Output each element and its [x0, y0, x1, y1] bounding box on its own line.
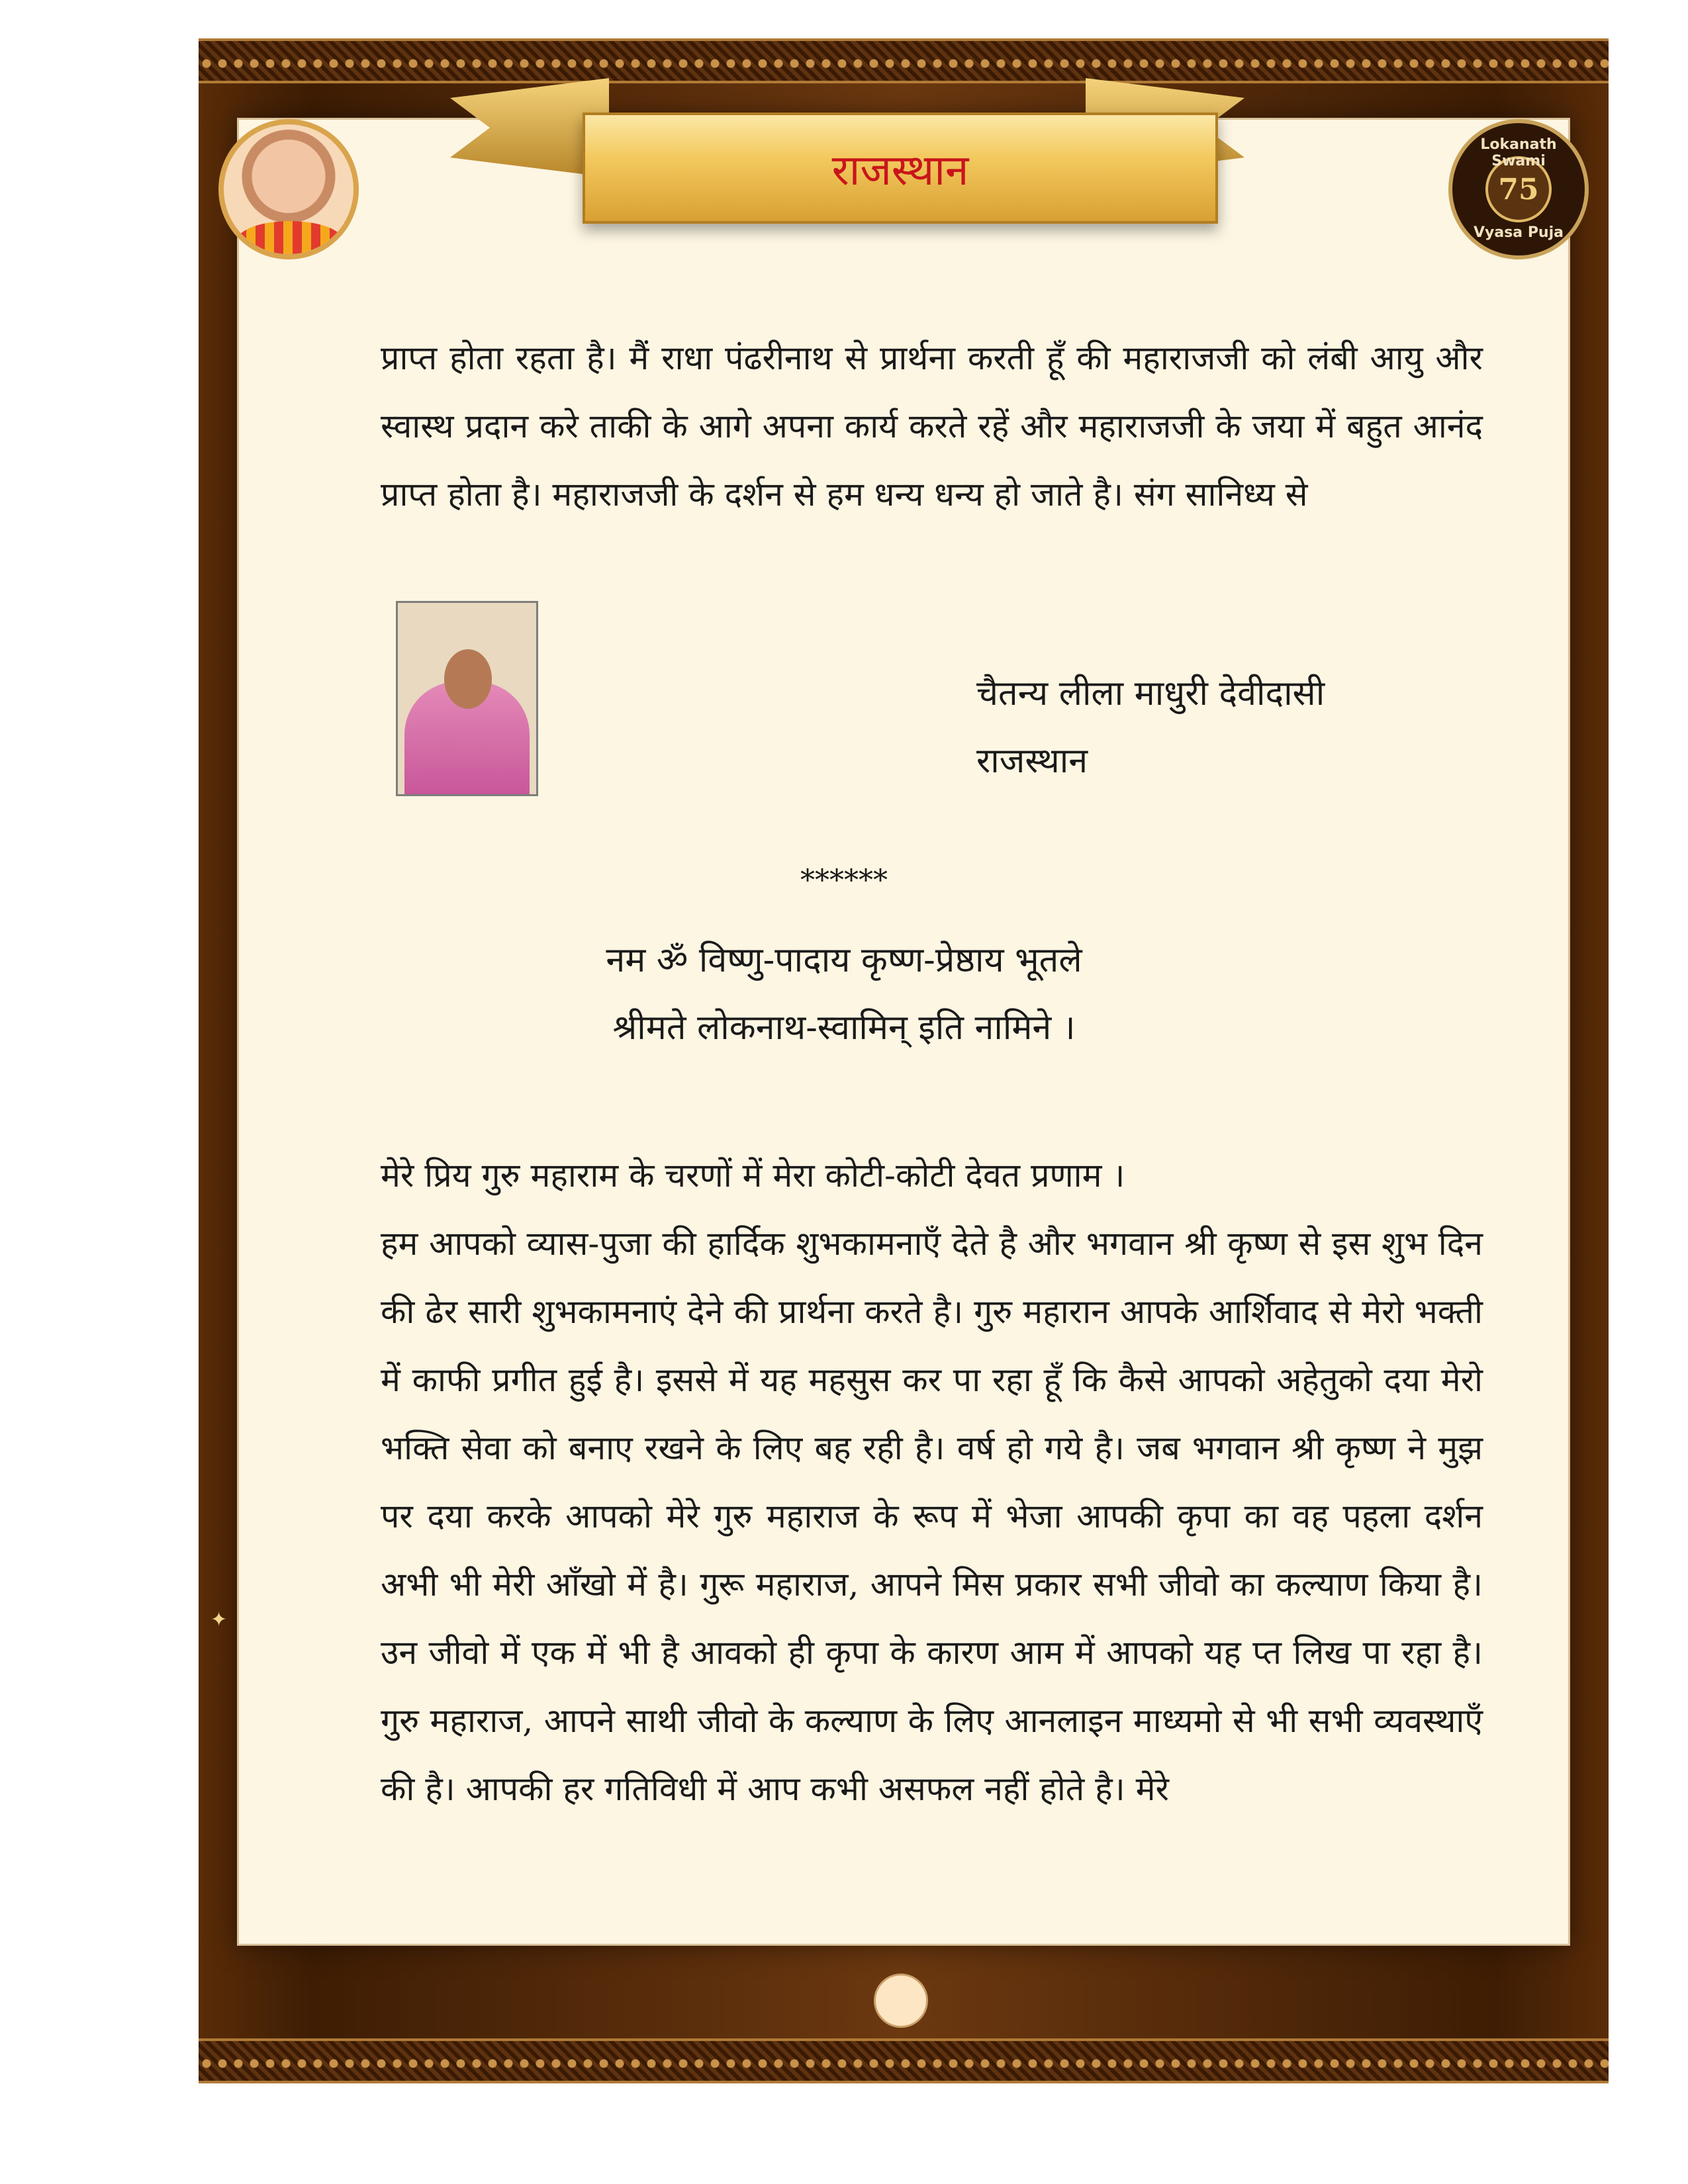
- title-ribbon: [583, 113, 1218, 224]
- decorative-border-top: [199, 38, 1609, 83]
- section-separator: ******: [800, 864, 888, 897]
- sparkle-decoration: ✦: [211, 1608, 228, 1631]
- badge-bottom-text: Vyasa Puja: [1474, 224, 1564, 241]
- paragraph-1: प्राप्त होता रहता है। मैं राधा पंढरीनाथ से प्रार्थना करती हूँ की महाराजजी को लंबी आयु और स्वास्थ प्रदान करे ताकी के आगे अपना कार्य करते रहें और महाराजजी के जया में बहुत आनंद प्राप्त होता है। महाराजजी के दर्शन से हम धन्य धन्य हो जाते है। संग सानिध्य से: [381, 339, 1483, 514]
- paragraph-2: हम आपको व्यास-पुजा की हार्दिक शुभकामनाएँ देते है और भगवान श्री कृष्ण से इस शुभ दिन की ढेर सारी शुभकामनाएं देने की प्रार्थना करते है। गुरु महारान आपके आर्शिवाद से मेरो भक्ती में काफी प्रगीत हुई है। इससे में यह महसुस कर पा रहा हूँ कि कैसे आपको अहेतुको दया मेरो भक्ति सेवा को बनाए रखने के लिए बह रही है। वर्ष हो गये है। जब भगवान श्री कृष्ण ने मुझ पर दया करके आपको मेरे गुरु महाराज के रूप में भेजा आपकी कृपा का वह पहला दर्शन अभी भी मेरी आँखो में है। गुरू महाराज, आपने मिस प्रकार सभी जीवो का कल्याण किया है। उन जीवो में एक में भी है आवको ही कृपा के कारण आम में आपको यह प्त लिख पा रहा है। गुरु महाराज, आपने साथी जीवो के कल्याण के लिए आनलाइन माध्यमो से भी सभी व्यवस्थाएँ की है। आपकी हर गतिविधी में आप कभी असफल नहीं होते है। मेरे: [381, 1224, 1483, 1808]
- badge-number: 75: [1485, 156, 1552, 222]
- guru-portrait: [218, 119, 359, 259]
- anniversary-badge: [1448, 119, 1589, 259]
- author-name: चैतन्य लीला माधुरी देवीदासी: [976, 674, 1325, 713]
- page-number-circle: [874, 1974, 928, 2028]
- badge-top-text: Lokanath Swami: [1480, 136, 1557, 169]
- mantra-line-1: नम ॐ विष्णु-पादाय कृष्ण-प्रेष्ठाय भूतले: [606, 940, 1082, 980]
- photo-face: [444, 649, 492, 709]
- decorative-border-bottom: [199, 2038, 1609, 2083]
- greeting-line: मेरे प्रिय गुरु महाराम के चरणों में मेरा कोटी-कोटी देवत प्रणाम ।: [381, 1156, 1125, 1195]
- mantra-line-2: श्रीमते लोकनाथ-स्वामिन् इति नामिने ।: [612, 1008, 1076, 1048]
- author-photo: [396, 601, 538, 796]
- garland-decoration: [237, 221, 343, 259]
- author-place: राजस्थान: [976, 741, 1088, 781]
- page-title: राजस्थान: [831, 146, 969, 195]
